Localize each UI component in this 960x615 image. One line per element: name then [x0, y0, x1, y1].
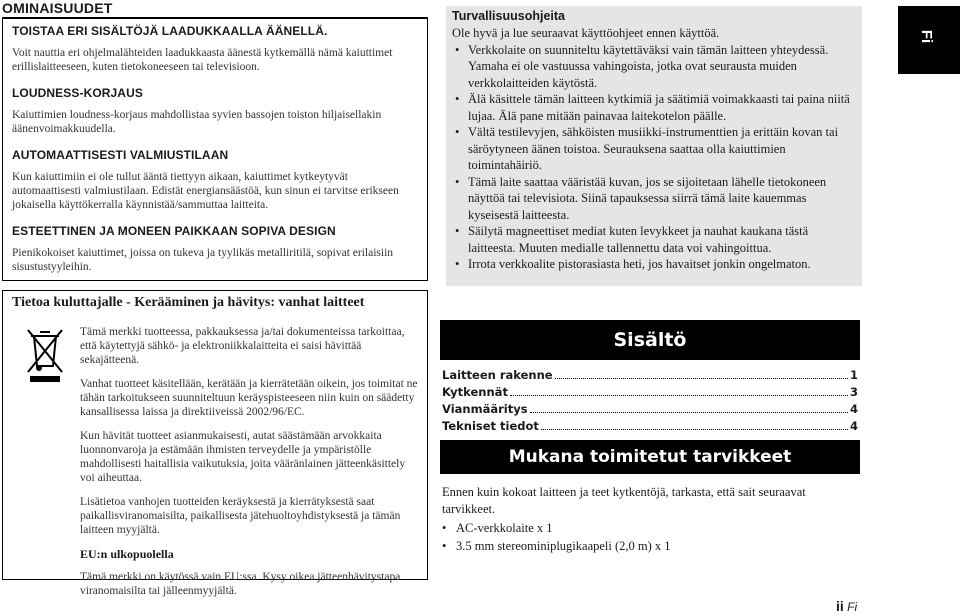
toc-leader	[510, 395, 848, 396]
feature-title: TOISTAA ERI SISÄLTÖJÄ LAADUKKAALLA ÄÄNELLÄ.	[12, 24, 328, 38]
language-tab	[898, 6, 960, 74]
safety-list	[452, 42, 854, 273]
toc-label: Vianmääritys	[442, 402, 528, 416]
safety-item: • Tämä laite saattaa vääristää kuvan, jos se sijoitetaan lähelle tietokoneen näyttöä tai televisiota. Siinä tapauksessa siirrä tämä laite kauemmas kyseisestä laitteesta.	[452, 174, 854, 224]
toc-leader	[530, 412, 848, 413]
section-heading: OMINAISUUDET	[2, 0, 428, 19]
table-of-contents	[442, 367, 858, 435]
feature-title: LOUDNESS-KORJAUS	[12, 86, 143, 100]
feature-body: Voit nauttia eri ohjelmalähteiden laadukkaasta äänestä kytkemällä nämä kaiuttimet erillislaitteeseen, kuten tietokoneeseen tai televisioon.	[12, 47, 393, 73]
toc-entry[interactable]	[442, 418, 858, 435]
recycling-paragraph: Lisätietoa vanhojen tuotteiden keräyksestä ja kierrätyksestä saat paikallisviranomaisilta, paikallisesta jätehuoltoyhdistyksestä ja tämän laitteen myyjältä.	[80, 496, 401, 536]
feature-body: Pienikokoiset kaiuttimet, joissa on tukeva ja tyylikäs metalliritilä, sopivat erilaisiin sisustustyyleihin.	[12, 247, 394, 273]
eu-heading: EU:n ulkopuolella	[80, 547, 174, 561]
accessories-intro: Ennen kuin kokoat laitteen ja teet kytkentöjä, tarkasta, että sait seuraavat tarvikkeet.	[442, 485, 806, 516]
feature-title: ESTEETTINEN JA MONEEN PAIKKAAN SOPIVA DESIGN	[12, 224, 336, 238]
eu-text: Tämä merkki on käytössä vain EU:ssa. Kysy oikea jätteenhävitystapa viranomaisilta tai jälleenmyyjältä.	[80, 571, 401, 597]
safety-item: • Älä käsittele tämän laitteen kytkimiä ja säätimiä voimakkaasti tai paina niitä lujaa. Älä pane mitään painavaa laitekotelon päälle.	[452, 91, 854, 124]
toc-leader	[555, 378, 848, 379]
toc-page: 1	[849, 368, 858, 382]
accessory-item: • AC-verkkolaite x 1	[442, 519, 858, 537]
page-number	[836, 598, 857, 614]
safety-intro: Ole hyvä ja lue seuraavat käyttöohjeet ennen käyttöä.	[452, 26, 720, 40]
toc-page: 4	[849, 419, 858, 433]
toc-page: 3	[849, 385, 858, 399]
recycling-paragraph: Kun hävität tuotteet asianmukaisesti, autat säästämään arvokkaita luonnonvaroja ja estämään ihmisten terveydelle ja ympäristölle mahdollisesti haitallisia vaikutuksia, joita vääränlainen jätteenkäsittely voi aiheuttaa.	[80, 430, 406, 484]
feature-body: Kaiuttimien loudness-korjaus mahdollistaa syvien bassojen toiston hiljaisellakin äänenvoimakkuudella.	[12, 109, 382, 135]
accessories-section	[442, 484, 858, 555]
safety-item: • Säilytä magneettiset mediat kuten levykkeet ja nauhat kaukana tästä laitteesta. Muuten medialle tallennettu data voi vahingoittua.	[452, 223, 854, 256]
recycling-info-box	[2, 290, 428, 597]
safety-item: • Vältä testilevyjen, sähköisten musiikki-instrumenttien ja erittäin kovan tai säröytyneen äänen toistoa. Seurauksena saattaa olla kaiuttimien toimintahäiriö.	[452, 124, 854, 174]
toc-label: Tekniset tiedot	[442, 419, 539, 433]
accessories-list	[442, 519, 858, 555]
toc-label: Laitteen rakenne	[442, 368, 553, 382]
toc-entry[interactable]	[442, 401, 858, 418]
safety-item: • Verkkolaite on suunniteltu käytettäväksi vain tämän laitteen yhteydessä. Yamaha ei ole vastuussa vahingoista, jotka ovat seurausta muiden verkkolaitteiden käytöstä.	[452, 42, 854, 92]
recycling-paragraph: Vanhat tuotteet käsitellään, kerätään ja kierrätetään oikein, jos toimitat ne tähän tarkoitukseen suunniteltuun keräyspisteeseen niin kuin on säädetty kansallisessa laissa ja direktiiveissä 2002/96/EC.	[80, 378, 418, 418]
toc-label: Kytkennät	[442, 385, 508, 399]
safety-item: • Irrota verkkoalite pistorasiasta heti, jos havaitset jonkin ongelmaton.	[452, 256, 854, 273]
toc-page: 4	[849, 402, 858, 416]
page-number-value: ii	[836, 598, 844, 614]
safety-instructions-box	[446, 6, 862, 286]
accessories-title: Mukana toimitetut tarvikkeet	[440, 440, 860, 474]
crossed-out-bin-icon	[25, 326, 65, 382]
feature-body: Kun kaiuttimiin ei ole tullut ääntä tiettyyn aikaan, kaiuttimet kytkeytyvät automaattisesti valmiustilaan. Edistät energiansäästöä, kun sinun ei tarvitse erikseen jokaisella käyttökerralla käynnistää/sammuttaa laitteita.	[12, 171, 399, 211]
safety-title: Turvallisuusohjeita	[452, 9, 565, 23]
recycling-title: Tietoa kuluttajalle - Kerääminen ja hävitys: vanhat laitteet	[12, 295, 365, 310]
language-tab-label: Fi	[918, 29, 936, 44]
accessory-item: • 3.5 mm stereominiplugikaapeli (2,0 m) x 1	[442, 537, 858, 555]
toc-entry[interactable]	[442, 384, 858, 401]
toc-entry[interactable]	[442, 367, 858, 384]
page-language: Fi	[847, 600, 858, 614]
recycling-paragraph: Tämä merkki tuotteessa, pakkauksessa ja/tai dokumenteissa tarkoittaa, että käytettyjä sähkö- ja elektroniikkalaitteita ei saisi hävittää sekajätteenä.	[80, 326, 405, 366]
contents-title: Sisältö	[440, 320, 860, 360]
feature-title: AUTOMAATTISESTI VALMIUSTILAAN	[12, 148, 229, 162]
toc-leader	[541, 429, 848, 430]
features-box	[2, 17, 428, 281]
